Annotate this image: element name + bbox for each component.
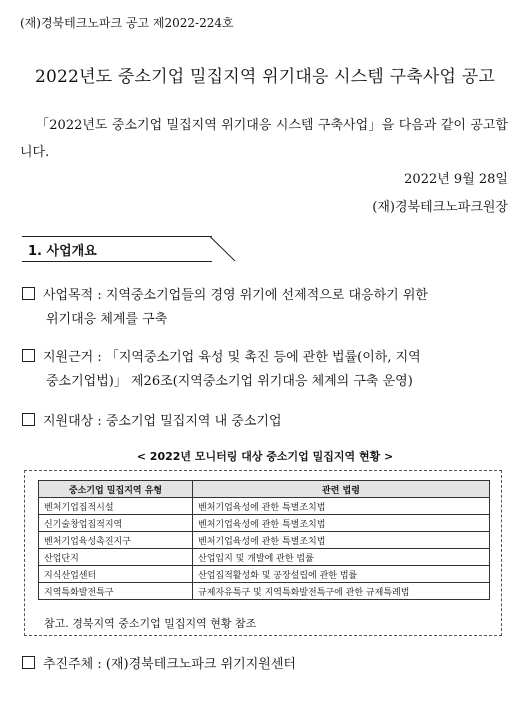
- checkbox-square-icon: [22, 656, 35, 669]
- table-cell: 신기술창업집적지역: [39, 515, 193, 532]
- section-heading-diagonal: [210, 236, 236, 262]
- table-cell: 산업입지 및 개발에 관한 법률: [193, 549, 490, 566]
- item-line: 추진주체 : (재)경북테크노파크 위기지원센터: [43, 657, 296, 672]
- table-cell: 산업집적활성화 및 공장설립에 관한 법률: [193, 566, 490, 583]
- table-row: [39, 549, 490, 566]
- item-line: 지원근거 : 「지역중소기업 육성 및 촉진 등에 관한 법률(이하, 지역: [43, 350, 421, 365]
- table-cell: 규제자유특구 및 지역특화발전특구에 관한 규제특례법: [193, 583, 490, 600]
- column-header: 관련 법령: [193, 481, 490, 498]
- table-row: [39, 566, 490, 583]
- document-title: 2022년도 중소기업 밀집지역 위기대응 시스템 구축사업 공고: [35, 67, 495, 87]
- item-line-continued: 위기대응 체계를 구축: [46, 312, 168, 327]
- column-header: 중소기업 밀집지역 유형: [39, 481, 193, 498]
- table-header-row: [39, 481, 490, 498]
- checkbox-square-icon: [22, 287, 35, 300]
- checkbox-square-icon: [22, 349, 35, 362]
- overview-item-legal-basis: [22, 346, 508, 394]
- table-row: [39, 532, 490, 549]
- intro-paragraph: 「2022년도 중소기업 밀집지역 위기대응 시스템 구축사업」을 다음과 같이 공고합니다.: [20, 118, 508, 160]
- overview-item-target: [22, 410, 508, 434]
- item-line-continued: 중소기업법)」 제26조(지역중소기업 위기대응 체계의 구축 운영): [46, 374, 413, 389]
- table-row: [39, 498, 490, 515]
- item-line: 사업목적 : 지역중소기업들의 경영 위기에 선제적으로 대응하기 위한: [43, 288, 428, 303]
- table-cell: 지역특화발전특구: [39, 583, 193, 600]
- table-caption: < 2022년 모니터링 대상 중소기업 밀집지역 현황 >: [136, 450, 394, 463]
- overview-item-purpose: [22, 284, 508, 332]
- table-cell: 벤처기업육성에 관한 특별조치법: [193, 515, 490, 532]
- overview-item-organizer: [22, 653, 508, 677]
- table-cell: 벤처기업육성에 관한 특별조치법: [193, 498, 490, 515]
- item-line: 지원대상 : 중소기업 밀집지역 내 중소기업: [43, 414, 282, 429]
- notice-number: (재)경북테크노파크 공고 제2022-224호: [20, 16, 234, 30]
- table-row: [39, 583, 490, 600]
- issuer-name: (재)경북테크노파크원장: [372, 200, 508, 215]
- sme-cluster-table: [38, 480, 490, 600]
- table-row: [39, 515, 490, 532]
- table-cell: 산업단지: [39, 549, 193, 566]
- section-title: 1. 사업개요: [28, 244, 97, 259]
- table-note: 참고. 경북지역 중소기업 밀집지역 현황 참조: [44, 617, 257, 630]
- table-cell: 지식산업센터: [39, 566, 193, 583]
- table-cell: 벤처기업육성촉진지구: [39, 532, 193, 549]
- notice-date: 2022년 9월 28일: [404, 172, 508, 187]
- checkbox-square-icon: [22, 413, 35, 426]
- table-cell: 벤처기업집적시설: [39, 498, 193, 515]
- table-cell: 벤처기업육성에 관한 특별조치법: [193, 532, 490, 549]
